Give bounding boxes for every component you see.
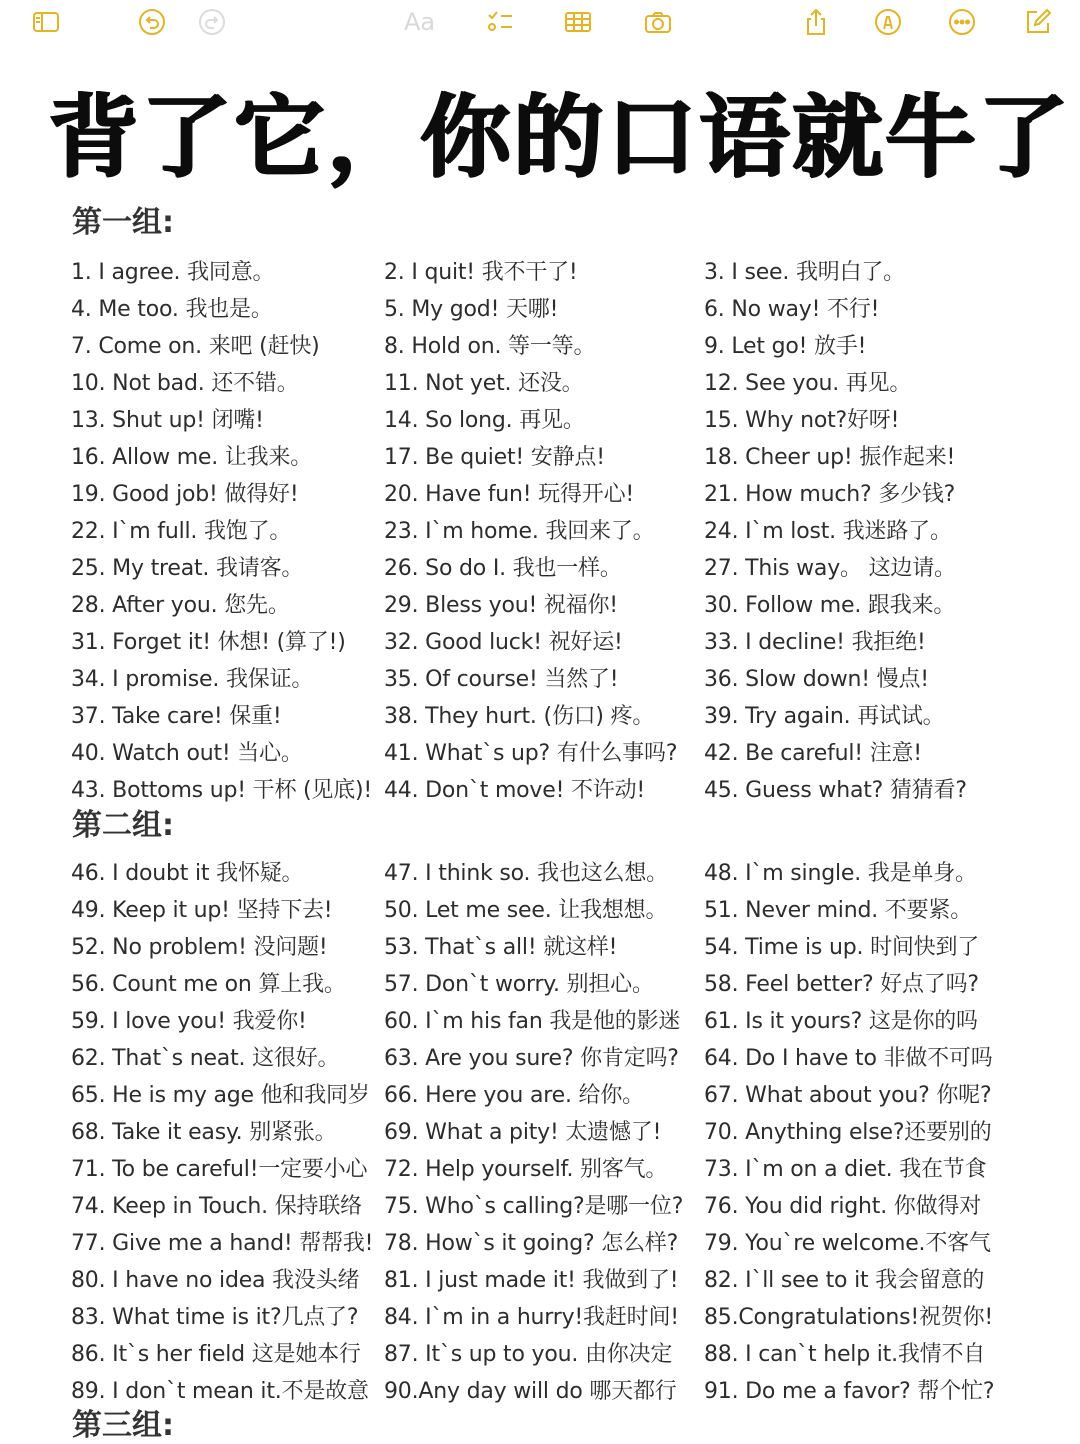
- phrase-item: 16. Allow me. 让我来。: [71, 445, 313, 470]
- phrase-item: 2. I quit! 我不干了!: [384, 260, 578, 285]
- phrase-item: 17. Be quiet! 安静点!: [384, 445, 605, 470]
- phrase-item: 30. Follow me. 跟我来。: [704, 593, 956, 618]
- phrase-item: 32. Good luck! 祝好运!: [384, 630, 623, 655]
- phrase-item: 7. Come on. 来吧 (赶快): [71, 334, 320, 359]
- phrase-row: [0, 588, 1080, 624]
- phrase-item: 45. Guess what? 猜猜看?: [704, 778, 967, 803]
- phrase-item: 76. You did right. 你做得对: [704, 1194, 982, 1219]
- phrase-item: 57. Don`t worry. 别担心。: [384, 972, 654, 997]
- phrase-item: 24. I`m lost. 我迷路了。: [704, 519, 952, 544]
- phrase-item: 37. Take care! 保重!: [71, 704, 282, 729]
- phrase-item: 80. I have no idea 我没头绪: [71, 1268, 360, 1293]
- phrase-item: 15. Why not?好呀!: [704, 408, 900, 433]
- phrase-row: [0, 1337, 1080, 1373]
- phrase-item: 60. I`m his fan 我是他的影迷: [384, 1009, 681, 1034]
- phrase-item: 14. So long. 再见。: [384, 408, 585, 433]
- phrase-item: 81. I just made it! 我做到了!: [384, 1268, 679, 1293]
- note-title: 背了它，你的口语就牛了: [48, 85, 1071, 190]
- phrase-row: [0, 1226, 1080, 1262]
- phrase-item: 48. I`m single. 我是单身。: [704, 861, 977, 886]
- format-text-button[interactable]: Aa: [404, 8, 436, 36]
- phrase-row: [0, 625, 1080, 661]
- notes-toolbar: [0, 0, 1080, 46]
- phrase-item: 70. Anything else?还要别的: [704, 1120, 992, 1145]
- phrase-item: 18. Cheer up! 振作起来!: [704, 445, 956, 470]
- phrase-row: [0, 1152, 1080, 1188]
- phrase-row: [0, 662, 1080, 698]
- phrase-row: [0, 699, 1080, 735]
- share-icon[interactable]: [800, 6, 832, 38]
- phrase-item: 46. I doubt it 我怀疑。: [71, 861, 304, 886]
- redo-icon[interactable]: [196, 6, 228, 38]
- phrase-item: 41. What`s up? 有什么事吗?: [384, 741, 678, 766]
- phrase-item: 71. To be careful!一定要小心: [71, 1157, 368, 1182]
- phrase-row: [0, 440, 1080, 476]
- sidebar-icon[interactable]: [30, 6, 62, 38]
- phrase-item: 34. I promise. 我保证。: [71, 667, 314, 692]
- phrase-row: [0, 1300, 1080, 1336]
- phrase-item: 53. That`s all! 就这样!: [384, 935, 618, 960]
- phrase-item: 21. How much? 多少钱?: [704, 482, 956, 507]
- phrase-item: 13. Shut up! 闭嘴!: [71, 408, 264, 433]
- phrase-row: [0, 967, 1080, 1003]
- phrase-item: 36. Slow down! 慢点!: [704, 667, 929, 692]
- phrase-item: 39. Try again. 再试试。: [704, 704, 945, 729]
- phrase-item: 61. Is it yours? 这是你的吗: [704, 1009, 978, 1034]
- phrase-item: 20. Have fun! 玩得开心!: [384, 482, 635, 507]
- phrase-item: 56. Count me on 算上我。: [71, 972, 346, 997]
- phrase-row: [0, 403, 1080, 439]
- phrase-item: 89. I don`t mean it.不是故意: [71, 1379, 369, 1404]
- phrase-item: 65. He is my age 他和我同岁: [71, 1083, 370, 1108]
- phrase-item: 82. I`ll see to it 我会留意的: [704, 1268, 985, 1293]
- group-heading: 第二组:: [72, 808, 174, 843]
- phrase-item: 73. I`m on a diet. 我在节食: [704, 1157, 987, 1182]
- phrase-item: 58. Feel better? 好点了吗?: [704, 972, 979, 997]
- phrase-row: [0, 366, 1080, 402]
- phrase-item: 9. Let go! 放手!: [704, 334, 867, 359]
- phrase-item: 90.Any day will do 哪天都行: [384, 1379, 677, 1404]
- phrase-item: 68. Take it easy. 别紧张。: [71, 1120, 337, 1145]
- phrase-row: [0, 773, 1080, 809]
- phrase-row: [0, 477, 1080, 513]
- phrase-item: 54. Time is up. 时间快到了: [704, 935, 980, 960]
- phrase-row: [0, 893, 1080, 929]
- phrase-row: [0, 1115, 1080, 1151]
- phrase-item: 42. Be careful! 注意!: [704, 741, 922, 766]
- phrase-item: 47. I think so. 我也这么想。: [384, 861, 668, 886]
- phrase-item: 66. Here you are. 给你。: [384, 1083, 644, 1108]
- phrase-item: 78. How`s it going? 怎么样?: [384, 1231, 679, 1256]
- phrase-row: [0, 292, 1080, 328]
- phrase-item: 87. It`s up to you. 由你决定: [384, 1342, 673, 1367]
- phrase-item: 38. They hurt. (伤口) 疼。: [384, 704, 655, 729]
- phrase-item: 84. I`m in a hurry!我赶时间!: [384, 1305, 679, 1330]
- phrase-row: [0, 856, 1080, 892]
- phrase-item: 85.Congratulations!祝贺你!: [704, 1305, 994, 1330]
- phrase-row: [0, 514, 1080, 550]
- phrase-item: 64. Do I have to 非做不可吗: [704, 1046, 993, 1071]
- phrase-item: 31. Forget it! 休想! (算了!): [71, 630, 346, 655]
- phrase-item: 8. Hold on. 等一等。: [384, 334, 596, 359]
- phrase-item: 10. Not bad. 还不错。: [71, 371, 299, 396]
- phrase-item: 6. No way! 不行!: [704, 297, 880, 322]
- phrase-row: [0, 1078, 1080, 1114]
- group-heading: 第三组:: [72, 1408, 174, 1443]
- phrase-item: 43. Bottoms up! 干杯 (见底)!: [71, 778, 373, 803]
- phrase-row: [0, 1189, 1080, 1225]
- phrase-item: 33. I decline! 我拒绝!: [704, 630, 926, 655]
- checklist-icon[interactable]: [484, 6, 516, 38]
- phrase-item: 22. I`m full. 我饱了。: [71, 519, 292, 544]
- phrase-item: 88. I can`t help it.我情不自: [704, 1342, 986, 1367]
- phrase-item: 74. Keep in Touch. 保持联络: [71, 1194, 362, 1219]
- phrase-row: [0, 329, 1080, 365]
- phrase-item: 72. Help yourself. 别客气。: [384, 1157, 668, 1182]
- phrase-item: 44. Don`t move! 不许动!: [384, 778, 646, 803]
- table-icon[interactable]: [562, 6, 594, 38]
- phrase-item: 67. What about you? 你呢?: [704, 1083, 992, 1108]
- undo-icon[interactable]: [136, 6, 168, 38]
- phrase-item: 51. Never mind. 不要紧。: [704, 898, 973, 923]
- group-heading: 第一组:: [72, 205, 174, 240]
- phrase-row: [0, 551, 1080, 587]
- phrase-item: 50. Let me see. 让我想想。: [384, 898, 668, 923]
- phrase-item: 12. See you. 再见。: [704, 371, 912, 396]
- phrase-item: 28. After you. 您先。: [71, 593, 290, 618]
- phrase-row: [0, 736, 1080, 772]
- phrase-item: 29. Bless you! 祝福你!: [384, 593, 618, 618]
- phrase-item: 52. No problem! 没问题!: [71, 935, 328, 960]
- phrase-item: 27. This way。 这边请。: [704, 556, 956, 581]
- phrase-item: 23. I`m home. 我回来了。: [384, 519, 655, 544]
- compose-icon[interactable]: [1022, 6, 1054, 38]
- phrase-item: 1. I agree. 我同意。: [71, 260, 275, 285]
- phrase-item: 91. Do me a favor? 帮个忙?: [704, 1379, 995, 1404]
- phrase-row: [0, 255, 1080, 291]
- phrase-item: 25. My treat. 我请客。: [71, 556, 304, 581]
- markup-pen-icon[interactable]: [872, 6, 904, 38]
- phrase-item: 11. Not yet. 还没。: [384, 371, 584, 396]
- phrase-row: [0, 930, 1080, 966]
- phrase-item: 86. It`s her field 这是她本行: [71, 1342, 361, 1367]
- phrase-item: 4. Me too. 我也是。: [71, 297, 273, 322]
- phrase-row: [0, 1004, 1080, 1040]
- phrase-item: 77. Give me a hand! 帮帮我!: [71, 1231, 374, 1256]
- phrase-item: 79. You`re welcome.不客气: [704, 1231, 991, 1256]
- phrase-item: 40. Watch out! 当心。: [71, 741, 303, 766]
- more-icon[interactable]: [946, 6, 978, 38]
- phrase-item: 35. Of course! 当然了!: [384, 667, 619, 692]
- phrase-row: [0, 1041, 1080, 1077]
- camera-icon[interactable]: [642, 6, 674, 38]
- phrase-row: [0, 1374, 1080, 1410]
- phrase-item: 19. Good job! 做得好!: [71, 482, 299, 507]
- phrase-item: 3. I see. 我明白了。: [704, 260, 905, 285]
- phrase-item: 63. Are you sure? 你肯定吗?: [384, 1046, 679, 1071]
- phrase-item: 75. Who`s calling?是哪一位?: [384, 1194, 684, 1219]
- phrase-item: 49. Keep it up! 坚持下去!: [71, 898, 333, 923]
- phrase-item: 62. That`s neat. 这很好。: [71, 1046, 340, 1071]
- phrase-item: 83. What time is it?几点了?: [71, 1305, 359, 1330]
- phrase-item: 69. What a pity! 太遗憾了!: [384, 1120, 662, 1145]
- phrase-item: 5. My god! 天哪!: [384, 297, 559, 322]
- phrase-item: 59. I love you! 我爱你!: [71, 1009, 307, 1034]
- phrase-row: [0, 1263, 1080, 1299]
- phrase-item: 26. So do I. 我也一样。: [384, 556, 622, 581]
